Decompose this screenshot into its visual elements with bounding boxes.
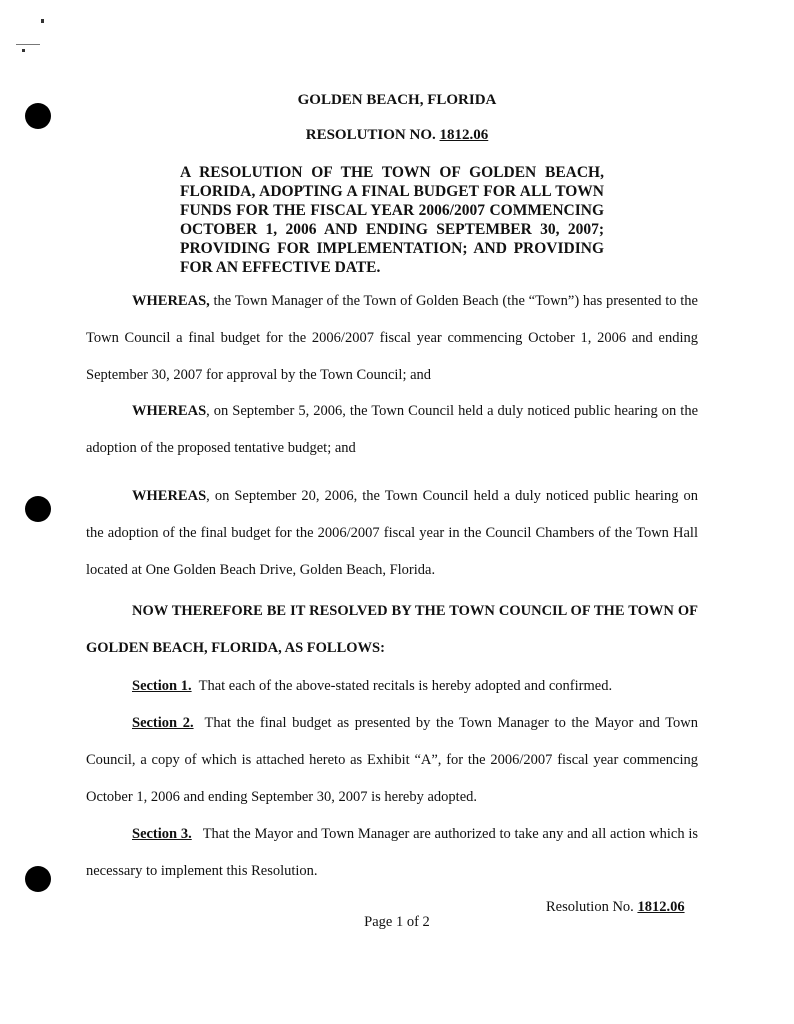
resolved-clause <box>86 593 698 667</box>
section-text: That the Mayor and Town Manager are authorized to take any and all action which is necessary to implement this Resolution. <box>86 826 702 879</box>
page-number: Page 1 of 2 <box>364 914 430 930</box>
footer-resolution-prefix: Resolution No. <box>546 899 638 915</box>
whereas-text: , on September 20, 2006, the Town Council held a duly noticed public hearing on the adoption of the final budget for the 2006/2007 fiscal year in the Council Chambers of the Town Hall located at One Golden Beach Drive, Golden Beach, Florida. <box>86 488 698 578</box>
whereas-paragraph-1 <box>86 283 698 394</box>
scan-speck <box>22 49 25 52</box>
whereas-lead: WHEREAS, <box>132 293 210 309</box>
resolution-number-heading <box>0 127 794 144</box>
section-text: That the final budget as presented by the Town Manager to the Mayor and Town Council, a copy of which is attached hereto as Exhibit “A”, for the 2006/2007 fiscal year commencing October 1, 2006 and ending September 30, 2007 is hereby adopted. <box>86 715 702 805</box>
section-text: That each of the above-stated recitals is hereby adopted and confirmed. <box>191 678 613 694</box>
whereas-lead: WHEREAS <box>132 403 207 419</box>
whereas-paragraph-3 <box>86 478 698 589</box>
resolution-prefix: RESOLUTION NO. <box>305 127 440 143</box>
punch-hole-bottom <box>25 866 51 892</box>
punch-hole-middle <box>25 496 51 522</box>
section-label: Section 2. <box>132 715 194 731</box>
section-2 <box>86 705 702 816</box>
whereas-lead: WHEREAS <box>132 488 207 504</box>
section-label: Section 1. <box>132 678 192 694</box>
footer-resolution-value: 1812.06 <box>637 899 685 915</box>
whereas-text: , on September 5, 2006, the Town Council held a duly noticed public hearing on the adoption of the proposed tentative budget; and <box>86 403 698 456</box>
resolution-title: A RESOLUTION OF THE TOWN OF GOLDEN BEACH, FLORIDA, ADOPTING A FINAL BUDGET FOR ALL TOWN FUNDS FOR THE FISCAL YEAR 2006/2007 COMMENCING OCTOBER 1, 2006 AND ENDING SEPTEMBER 30, 2007; PROVIDING FOR IMPLEMENTATION; AND PROVIDING FOR AN EFFECTIVE DATE. <box>180 164 604 276</box>
resolved-text: NOW THEREFORE BE IT RESOLVED BY THE TOWN COUNCIL OF THE TOWN OF GOLDEN BEACH, FLORIDA, AS FOLLOWS: <box>86 603 698 656</box>
resolution-number: 1812.06 <box>439 127 489 143</box>
scan-speck <box>41 19 44 23</box>
whereas-text: the Town Manager of the Town of Golden Beach (the “Town”) has presented to the Town Council a final budget for the 2006/2007 fiscal year commencing October 1, 2006 and ending September 30, 2007 for approval by the Town Council; and <box>86 293 698 383</box>
municipality-heading: GOLDEN BEACH, FLORIDA <box>297 92 497 108</box>
section-label: Section 3. <box>132 826 192 842</box>
section-3 <box>86 816 702 890</box>
whereas-paragraph-2 <box>86 393 698 467</box>
section-1 <box>86 668 698 705</box>
scan-speck <box>16 44 40 45</box>
